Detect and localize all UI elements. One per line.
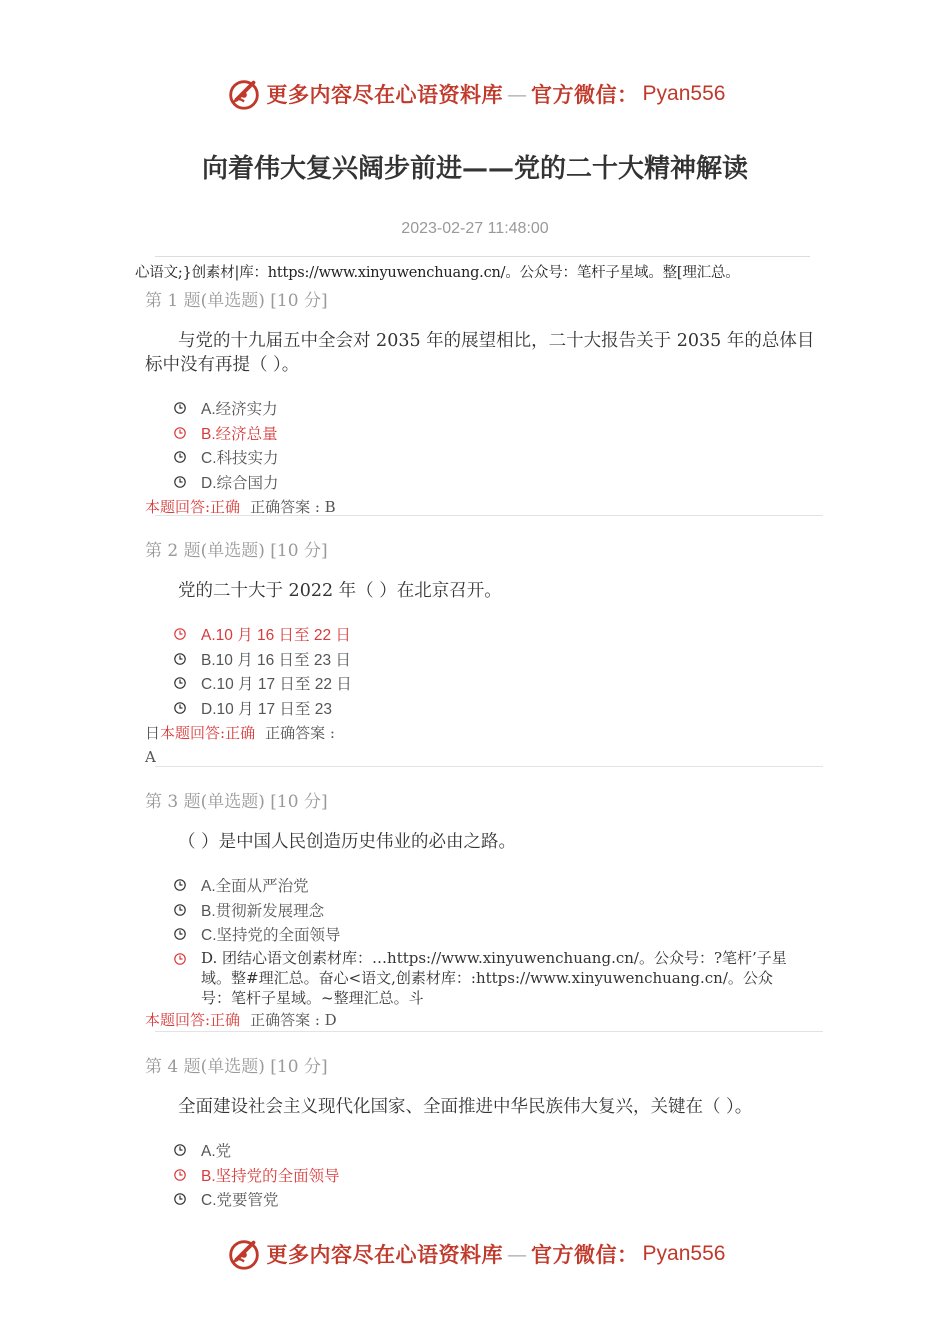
banner-account: Pyan556 (642, 82, 726, 105)
question-text: 与党的十九届五中全会对 2035 年的展望相比，二十大报告关于 2035 年的总体目标中没有再提（ ）。 (145, 331, 815, 375)
radio-icon (173, 475, 187, 489)
question-1 (145, 286, 823, 519)
correct-answer: 正确答案 : (265, 724, 335, 742)
divider (155, 515, 823, 516)
publish-date: 2023-02-27 11:48:00 (401, 220, 549, 237)
result-status: 本题回答:正确 (145, 498, 241, 516)
question-2 (145, 536, 823, 769)
radio-icon (173, 426, 187, 440)
question-header: 第 1 题(单选题) [10 分] (145, 291, 328, 311)
radio-icon (173, 676, 187, 690)
radio-icon (173, 1168, 187, 1182)
option-b[interactable]: B.10 月 16 日至 23 日 (145, 648, 823, 673)
banner-wechat-label: 官方微信： (531, 82, 639, 107)
option-b[interactable]: B.坚持党的全面领导 (145, 1164, 823, 1189)
logo-icon (225, 75, 263, 113)
divider (155, 1031, 823, 1032)
options-list (145, 1139, 823, 1213)
result-status: 本题回答:正确 (160, 724, 256, 742)
watermark-text: 心语文;}创素材|库：https://www.xinyuwenchuang.cn/。公众号：笔杆子星域。整[理汇总。 (135, 265, 740, 281)
radio-icon (173, 652, 187, 666)
divider (155, 256, 810, 257)
option-a[interactable]: A.全面从严治党 (145, 874, 823, 899)
option-a[interactable]: A.经济实力 (145, 397, 823, 422)
option-c[interactable]: C.党要管党 (145, 1188, 823, 1213)
option-b[interactable]: B.贯彻新发展理念 (145, 899, 823, 924)
radio-icon (173, 927, 187, 941)
option-d[interactable]: D.10 月 17 日至 23 (145, 697, 823, 722)
question-header: 第 3 题(单选题) [10 分] (145, 792, 328, 812)
result-status: 本题回答:正确 (145, 1010, 241, 1029)
correct-answer: 正确答案 : B (250, 498, 336, 516)
top-banner (0, 70, 950, 118)
option-d[interactable]: D. 团结心语文创素材库：…https://www.xinyuwenchuang.cn/。公众号：?笔杆’子星域。整#理汇总。奋心<语文,创素材库：:https://www.xinyuwenchuang.cn/。公众号：笔杆子星域。~整理汇总。斗 (145, 948, 823, 1008)
radio-icon (173, 952, 187, 966)
logo-icon (225, 1235, 263, 1273)
option-c[interactable]: C.10 月 17 日至 22 日 (145, 672, 823, 697)
divider (155, 766, 823, 767)
option-a[interactable]: A.党 (145, 1139, 823, 1164)
radio-icon (173, 878, 187, 892)
banner-wechat-label: 官方微信： (531, 1242, 639, 1267)
options-list (145, 623, 823, 721)
radio-icon (173, 450, 187, 464)
banner-text: 更多内容尽在心语资料库 (266, 82, 504, 107)
question-text: 全面建设社会主义现代化国家、全面推进中华民族伟大复兴，关键在（ ）。 (178, 1097, 753, 1117)
radio-icon (173, 1192, 187, 1206)
question-header: 第 2 题(单选题) [10 分] (145, 541, 328, 561)
radio-icon (173, 1143, 187, 1157)
radio-icon (173, 903, 187, 917)
radio-icon (173, 401, 187, 415)
options-list (145, 874, 823, 1008)
radio-icon (173, 627, 187, 641)
banner-separator: — (507, 1242, 528, 1266)
question-3 (145, 787, 823, 1032)
option-b[interactable]: B.经济总量 (145, 422, 823, 447)
question-text: （ ）是中国人民创造历史伟业的必由之路。 (178, 832, 517, 852)
page-title: 向着伟大复兴阔步前进——党的二十大精神解读 (201, 154, 748, 184)
option-c[interactable]: C.科技实力 (145, 446, 823, 471)
bottom-banner (0, 1230, 950, 1278)
banner-separator: — (507, 82, 528, 106)
result-prefix: 日 (145, 724, 161, 742)
option-d[interactable]: D.综合国力 (145, 471, 823, 496)
options-list (145, 397, 823, 495)
option-c[interactable]: C.坚持党的全面领导 (145, 923, 823, 948)
question-header: 第 4 题(单选题) [10 分] (145, 1057, 328, 1077)
banner-account: Pyan556 (642, 1242, 726, 1265)
correct-answer: 正确答案 : D (250, 1010, 337, 1029)
correct-answer-value: A (145, 748, 156, 766)
result-line (145, 1008, 823, 1032)
option-a[interactable]: A.10 月 16 日至 22 日 (145, 623, 823, 648)
question-4 (145, 1052, 823, 1213)
banner-text: 更多内容尽在心语资料库 (266, 1242, 504, 1267)
question-text: 党的二十大于 2022 年（ ）在北京召开。 (178, 581, 502, 601)
radio-icon (173, 701, 187, 715)
result-line (145, 721, 823, 745)
